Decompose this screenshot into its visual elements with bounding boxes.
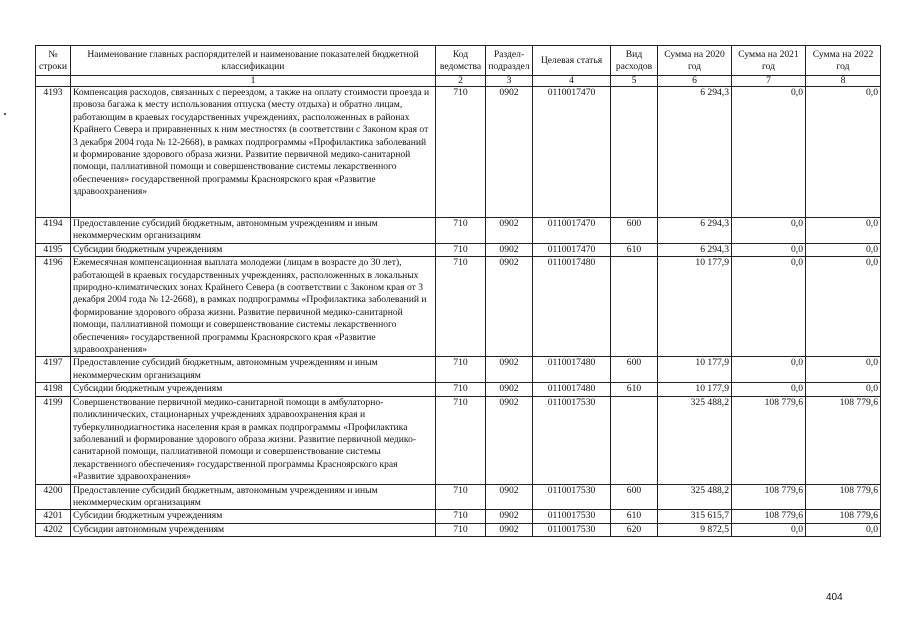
column-number: 5 [611,76,658,87]
row-sum-2022: 0,0 [806,243,881,256]
row-sum-2021: 0,0 [732,383,806,396]
column-number: 3 [486,76,533,87]
table-row [36,357,881,383]
row-expense-type: 610 [611,510,658,523]
table-body [36,87,881,537]
row-expense-type: 600 [611,357,658,383]
header-dept-code: Код ведомства [436,46,486,76]
row-section: 0902 [486,87,533,218]
row-dept-code: 710 [436,510,486,523]
header-section: Раздел-подраздел [486,46,533,76]
row-name: Предоставление субсидий бюджетным, автономным учреждениям и иным некоммерческим организациям [71,484,436,510]
row-name: Предоставление субсидий бюджетным, автономным учреждениям и иным некоммерческим организациям [71,357,436,383]
row-sum-2020: 325 488,2 [658,484,732,510]
budget-table [35,45,881,537]
row-name: Компенсация расходов, связанных с переездом, а также на оплату стоимости проезда и провоза багажа к месту использования отпуска (месту отдыха) и обратно лицам, работающим в краевых государственных учреждениях, расположенных в районах Крайнего Севера и приравненных к ним местностях (в соответствии с Законом края от 3 декабря 2004 года № 12-2668), в рамках подпрограммы «Профилактика заболеваний и формирование здорового образа жизни. Развитие первичной медико-санитарной помощи, паллиативной помощи и совершенствование системы лекарственного обеспечения» государственной программы Красноярского края «Развитие здравоохранения» [71,87,436,218]
column-number: 7 [732,76,806,87]
row-dept-code: 710 [436,218,486,244]
header-expense-type: Вид расходов [611,46,658,76]
header-target-article: Целевая статья [533,46,611,76]
table-row [36,218,881,244]
row-target-article: 0110017470 [533,87,611,218]
row-number: 4193 [36,87,71,218]
row-name: Субсидии бюджетным учреждениям [71,510,436,523]
row-sum-2021: 108 779,6 [732,510,806,523]
row-expense-type: 600 [611,484,658,510]
row-sum-2021: 0,0 [732,257,806,357]
table-row [36,87,881,218]
table-row [36,243,881,256]
row-sum-2022: 0,0 [806,87,881,218]
row-name: Субсидии автономным учреждениям [71,523,436,536]
row-expense-type [611,87,658,218]
scan-mark [4,113,6,115]
row-section: 0902 [486,383,533,396]
row-sum-2021: 108 779,6 [732,396,806,484]
row-expense-type: 610 [611,383,658,396]
row-target-article: 0110017530 [533,510,611,523]
row-section: 0902 [486,243,533,256]
row-expense-type: 620 [611,523,658,536]
header-name: Наименование главных распорядителей и наименование показателей бюджетной классификации [71,46,436,76]
row-sum-2021: 0,0 [732,218,806,244]
row-section: 0902 [486,218,533,244]
row-sum-2020: 325 488,2 [658,396,732,484]
row-expense-type [611,396,658,484]
column-number-row [36,76,881,87]
table-row [36,396,881,484]
row-sum-2020: 10 177,9 [658,357,732,383]
row-expense-type: 610 [611,243,658,256]
page-number: 404 [826,592,843,603]
row-dept-code: 710 [436,87,486,218]
row-sum-2021: 0,0 [732,243,806,256]
row-name: Субсидии бюджетным учреждениям [71,383,436,396]
row-name: Совершенствование первичной медико-санитарной помощи в амбулаторно-поликлинических, стационарных учреждениях здравоохранения края и туберкулинодиагностика населения края в рамках подпрограммы «Профилактика заболеваний и формирование здорового образа жизни. Развитие первичной медико-санитарной помощи, паллиативной помощи и совершенствование системы лекарственного обеспечения» государственной программы Красноярского края «Развитие здравоохранения» [71,396,436,484]
row-section: 0902 [486,484,533,510]
row-target-article: 0110017480 [533,383,611,396]
row-dept-code: 710 [436,257,486,357]
column-number: 2 [436,76,486,87]
row-dept-code: 710 [436,383,486,396]
table-row [36,510,881,523]
row-number: 4202 [36,523,71,536]
row-section: 0902 [486,257,533,357]
header-sum-2021: Сумма на 2021 год [732,46,806,76]
row-sum-2021: 0,0 [732,523,806,536]
row-number: 4194 [36,218,71,244]
row-sum-2022: 108 779,6 [806,484,881,510]
row-sum-2020: 9 872,5 [658,523,732,536]
column-number: 6 [658,76,732,87]
row-section: 0902 [486,396,533,484]
row-number: 4201 [36,510,71,523]
column-number: 1 [71,76,436,87]
row-number: 4198 [36,383,71,396]
row-sum-2020: 10 177,9 [658,383,732,396]
row-number: 4195 [36,243,71,256]
row-target-article: 0110017470 [533,218,611,244]
row-target-article: 0110017470 [533,243,611,256]
row-section: 0902 [486,523,533,536]
row-dept-code: 710 [436,243,486,256]
row-sum-2021: 0,0 [732,87,806,218]
row-target-article: 0110017530 [533,484,611,510]
row-sum-2022: 108 779,6 [806,396,881,484]
row-sum-2020: 6 294,3 [658,243,732,256]
row-sum-2022: 108 779,6 [806,510,881,523]
row-target-article: 0110017480 [533,257,611,357]
table-row [36,484,881,510]
row-name: Ежемесячная компенсационная выплата молодежи (лицам в возрасте до 30 лет), работающей в краевых государственных учреждениях, расположенных в локальных природно-климатических зонах Крайнего Севера (в соответствии с Законом края от 3 декабря 2004 года № 12-2668), в рамках подпрограммы «Профилактика заболеваний и формирование здорового образа жизни. Развитие первичной медико-санитарной помощи, паллиативной помощи и совершенствование системы лекарственного обеспечения» государственной программы Красноярского края «Развитие здравоохранения» [71,257,436,357]
row-expense-type [611,257,658,357]
header-sum-2020: Сумма на 2020 год [658,46,732,76]
row-name: Субсидии бюджетным учреждениям [71,243,436,256]
table-header [36,46,881,87]
row-sum-2021: 108 779,6 [732,484,806,510]
row-sum-2020: 10 177,9 [658,257,732,357]
row-dept-code: 710 [436,523,486,536]
header-sum-2022: Сумма на 2022 год [806,46,881,76]
column-number: 4 [533,76,611,87]
row-sum-2022: 0,0 [806,523,881,536]
row-sum-2020: 315 615,7 [658,510,732,523]
table-row [36,257,881,357]
row-target-article: 0110017530 [533,523,611,536]
row-name: Предоставление субсидий бюджетным, автономным учреждениям и иным некоммерческим организациям [71,218,436,244]
row-number: 4200 [36,484,71,510]
table-row [36,523,881,536]
row-number: 4197 [36,357,71,383]
row-section: 0902 [486,357,533,383]
row-sum-2022: 0,0 [806,257,881,357]
budget-table-sheet [35,45,880,537]
row-dept-code: 710 [436,396,486,484]
row-number: 4196 [36,257,71,357]
row-dept-code: 710 [436,484,486,510]
row-number: 4199 [36,396,71,484]
column-number: 8 [806,76,881,87]
row-dept-code: 710 [436,357,486,383]
row-sum-2021: 0,0 [732,357,806,383]
row-target-article: 0110017530 [533,396,611,484]
row-sum-2022: 0,0 [806,218,881,244]
row-sum-2022: 0,0 [806,357,881,383]
row-section: 0902 [486,510,533,523]
table-row [36,383,881,396]
column-number [36,76,71,87]
row-sum-2020: 6 294,3 [658,218,732,244]
row-target-article: 0110017480 [533,357,611,383]
row-sum-2022: 0,0 [806,383,881,396]
row-sum-2020: 6 294,3 [658,87,732,218]
row-expense-type: 600 [611,218,658,244]
header-row-number: № строки [36,46,71,76]
